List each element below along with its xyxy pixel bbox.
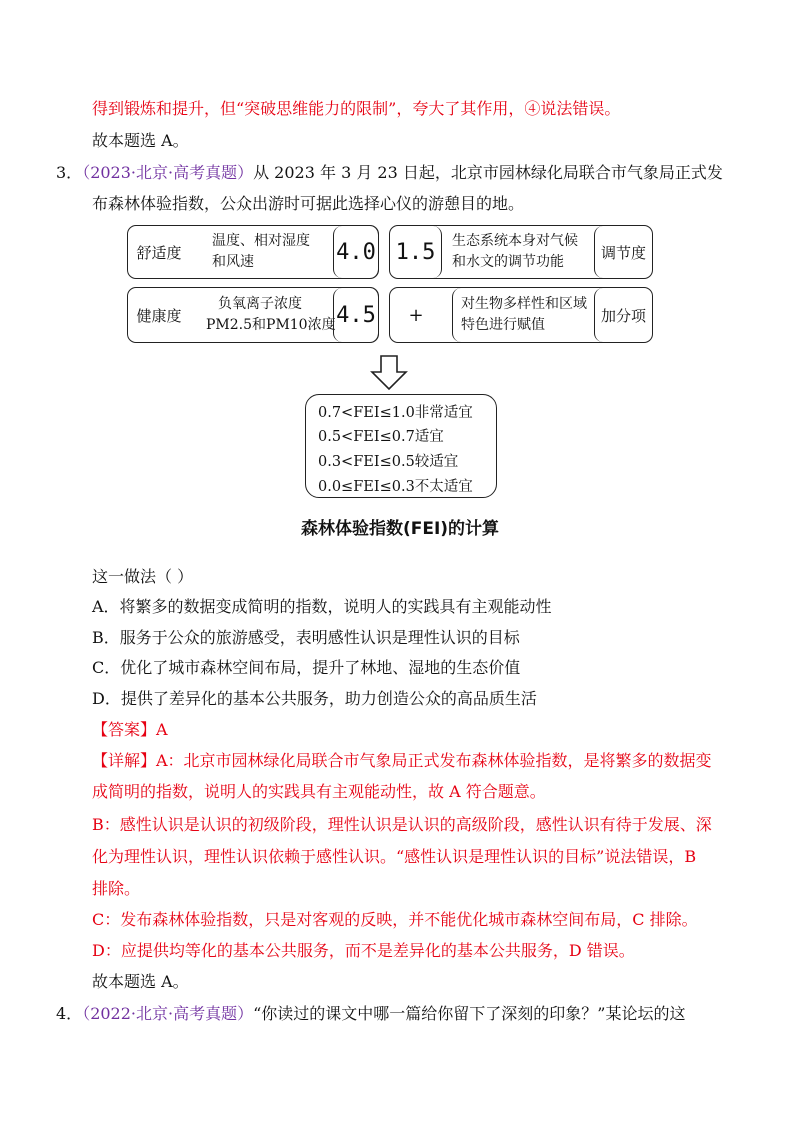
health-desc: 负氧离子浓度 PM2.5和PM10浓度	[206, 296, 336, 333]
explain-line: 排除。	[92, 879, 141, 898]
explain-line: 化为理性认识，理性认识依赖于感性认识。“感性认识是理性认识的目标”说法错误，B	[92, 847, 697, 866]
comfort-box	[127, 225, 379, 279]
q4-source: （2022·北京·高考真题）	[82, 1004, 254, 1023]
prev-conclusion: 故本题选 A。	[92, 131, 189, 150]
q3-source: （2023·北京·高考真题）	[82, 163, 254, 182]
health-label: 健康度	[136, 306, 182, 325]
fei-scale-item: 0.5<FEI≤0.7适宜	[318, 429, 444, 445]
q3-number: 3．	[56, 163, 83, 182]
fei-scale-box	[305, 394, 497, 498]
option-a: A．将繁多的数据变成简明的指数，说明人的实践具有主观能动性	[92, 597, 552, 616]
explain-line: D：应提供均等化的基本公共服务，而不是差异化的基本公共服务，D 错误。	[92, 941, 635, 960]
answer: 【答案】A	[92, 720, 168, 739]
option-b: B．服务于公众的旅游感受，表明感性认识是理性认识的目标	[92, 628, 520, 647]
prev-explain-line: 得到锻炼和提升，但“突破思维能力的限制”，夸大了其作用，④说法错误。	[92, 99, 621, 118]
q4-stem-line-1	[56, 1003, 685, 1025]
q3-stem-line-1	[56, 162, 723, 184]
q3-stem-line-2: 布森林体验指数，公众出游时可据此选择心仪的游憩目的地。	[92, 194, 525, 213]
explain-line: 【详解】A：北京市园林绿化局联合市气象局正式发布森林体验指数，是将繁多的数据变	[92, 751, 712, 770]
comfort-desc: 温度、相对湿度 和风速	[212, 233, 310, 270]
bonus-box	[389, 287, 653, 343]
down-arrow-icon	[370, 355, 408, 391]
q3-stem-text: 从 2023 年 3 月 23 日起，北京市园林绿化局联合市气象局正式发	[253, 163, 723, 182]
comfort-label: 舒适度	[136, 243, 182, 262]
comfort-value: 4.0	[333, 226, 379, 278]
q3-prompt: 这一做法（ ）	[92, 567, 194, 586]
bonus-plus: +	[408, 304, 424, 326]
option-c: C．优化了城市森林空间布局，提升了林地、湿地的生态价值	[92, 658, 521, 677]
q3-conclusion: 故本题选 A。	[92, 972, 189, 991]
bonus-label: 加分项	[594, 288, 652, 342]
fei-scale-item: 0.7<FEI≤1.0非常适宜	[318, 405, 473, 421]
explain-line: 成简明的指数，说明人的实践具有主观能动性，故 A 符合题意。	[92, 782, 546, 801]
bonus-desc: 对生物多样性和区域 特色进行赋值	[452, 288, 592, 342]
option-d: D．提供了差异化的基本公共服务，助力创造公众的高品质生活	[92, 689, 537, 708]
regulation-desc: 生态系统本身对气候 和水文的调节功能	[452, 233, 578, 270]
explain-line: C：发布森林体验指数，只是对客观的反映，并不能优化城市森林空间布局，C 排除。	[92, 910, 698, 929]
explain-line: B：感性认识是认识的初级阶段，理性认识是认识的高级阶段，感性认识有待于发展、深	[92, 815, 712, 834]
q4-stem-text: “你读过的课文中哪一篇给你留下了深刻的印象？”某论坛的这	[253, 1004, 686, 1023]
health-value: 4.5	[333, 288, 379, 342]
fei-scale-item: 0.3<FEI≤0.5较适宜	[318, 454, 459, 470]
fei-scale-item: 0.0≤FEI≤0.3不太适宜	[318, 479, 473, 495]
regulation-box	[389, 225, 653, 279]
diagram-caption: 森林体验指数(FEI)的计算	[300, 519, 500, 539]
health-box	[127, 287, 379, 343]
regulation-label: 调节度	[594, 226, 652, 278]
q4-number: 4．	[56, 1004, 83, 1023]
regulation-value: 1.5	[390, 226, 442, 278]
